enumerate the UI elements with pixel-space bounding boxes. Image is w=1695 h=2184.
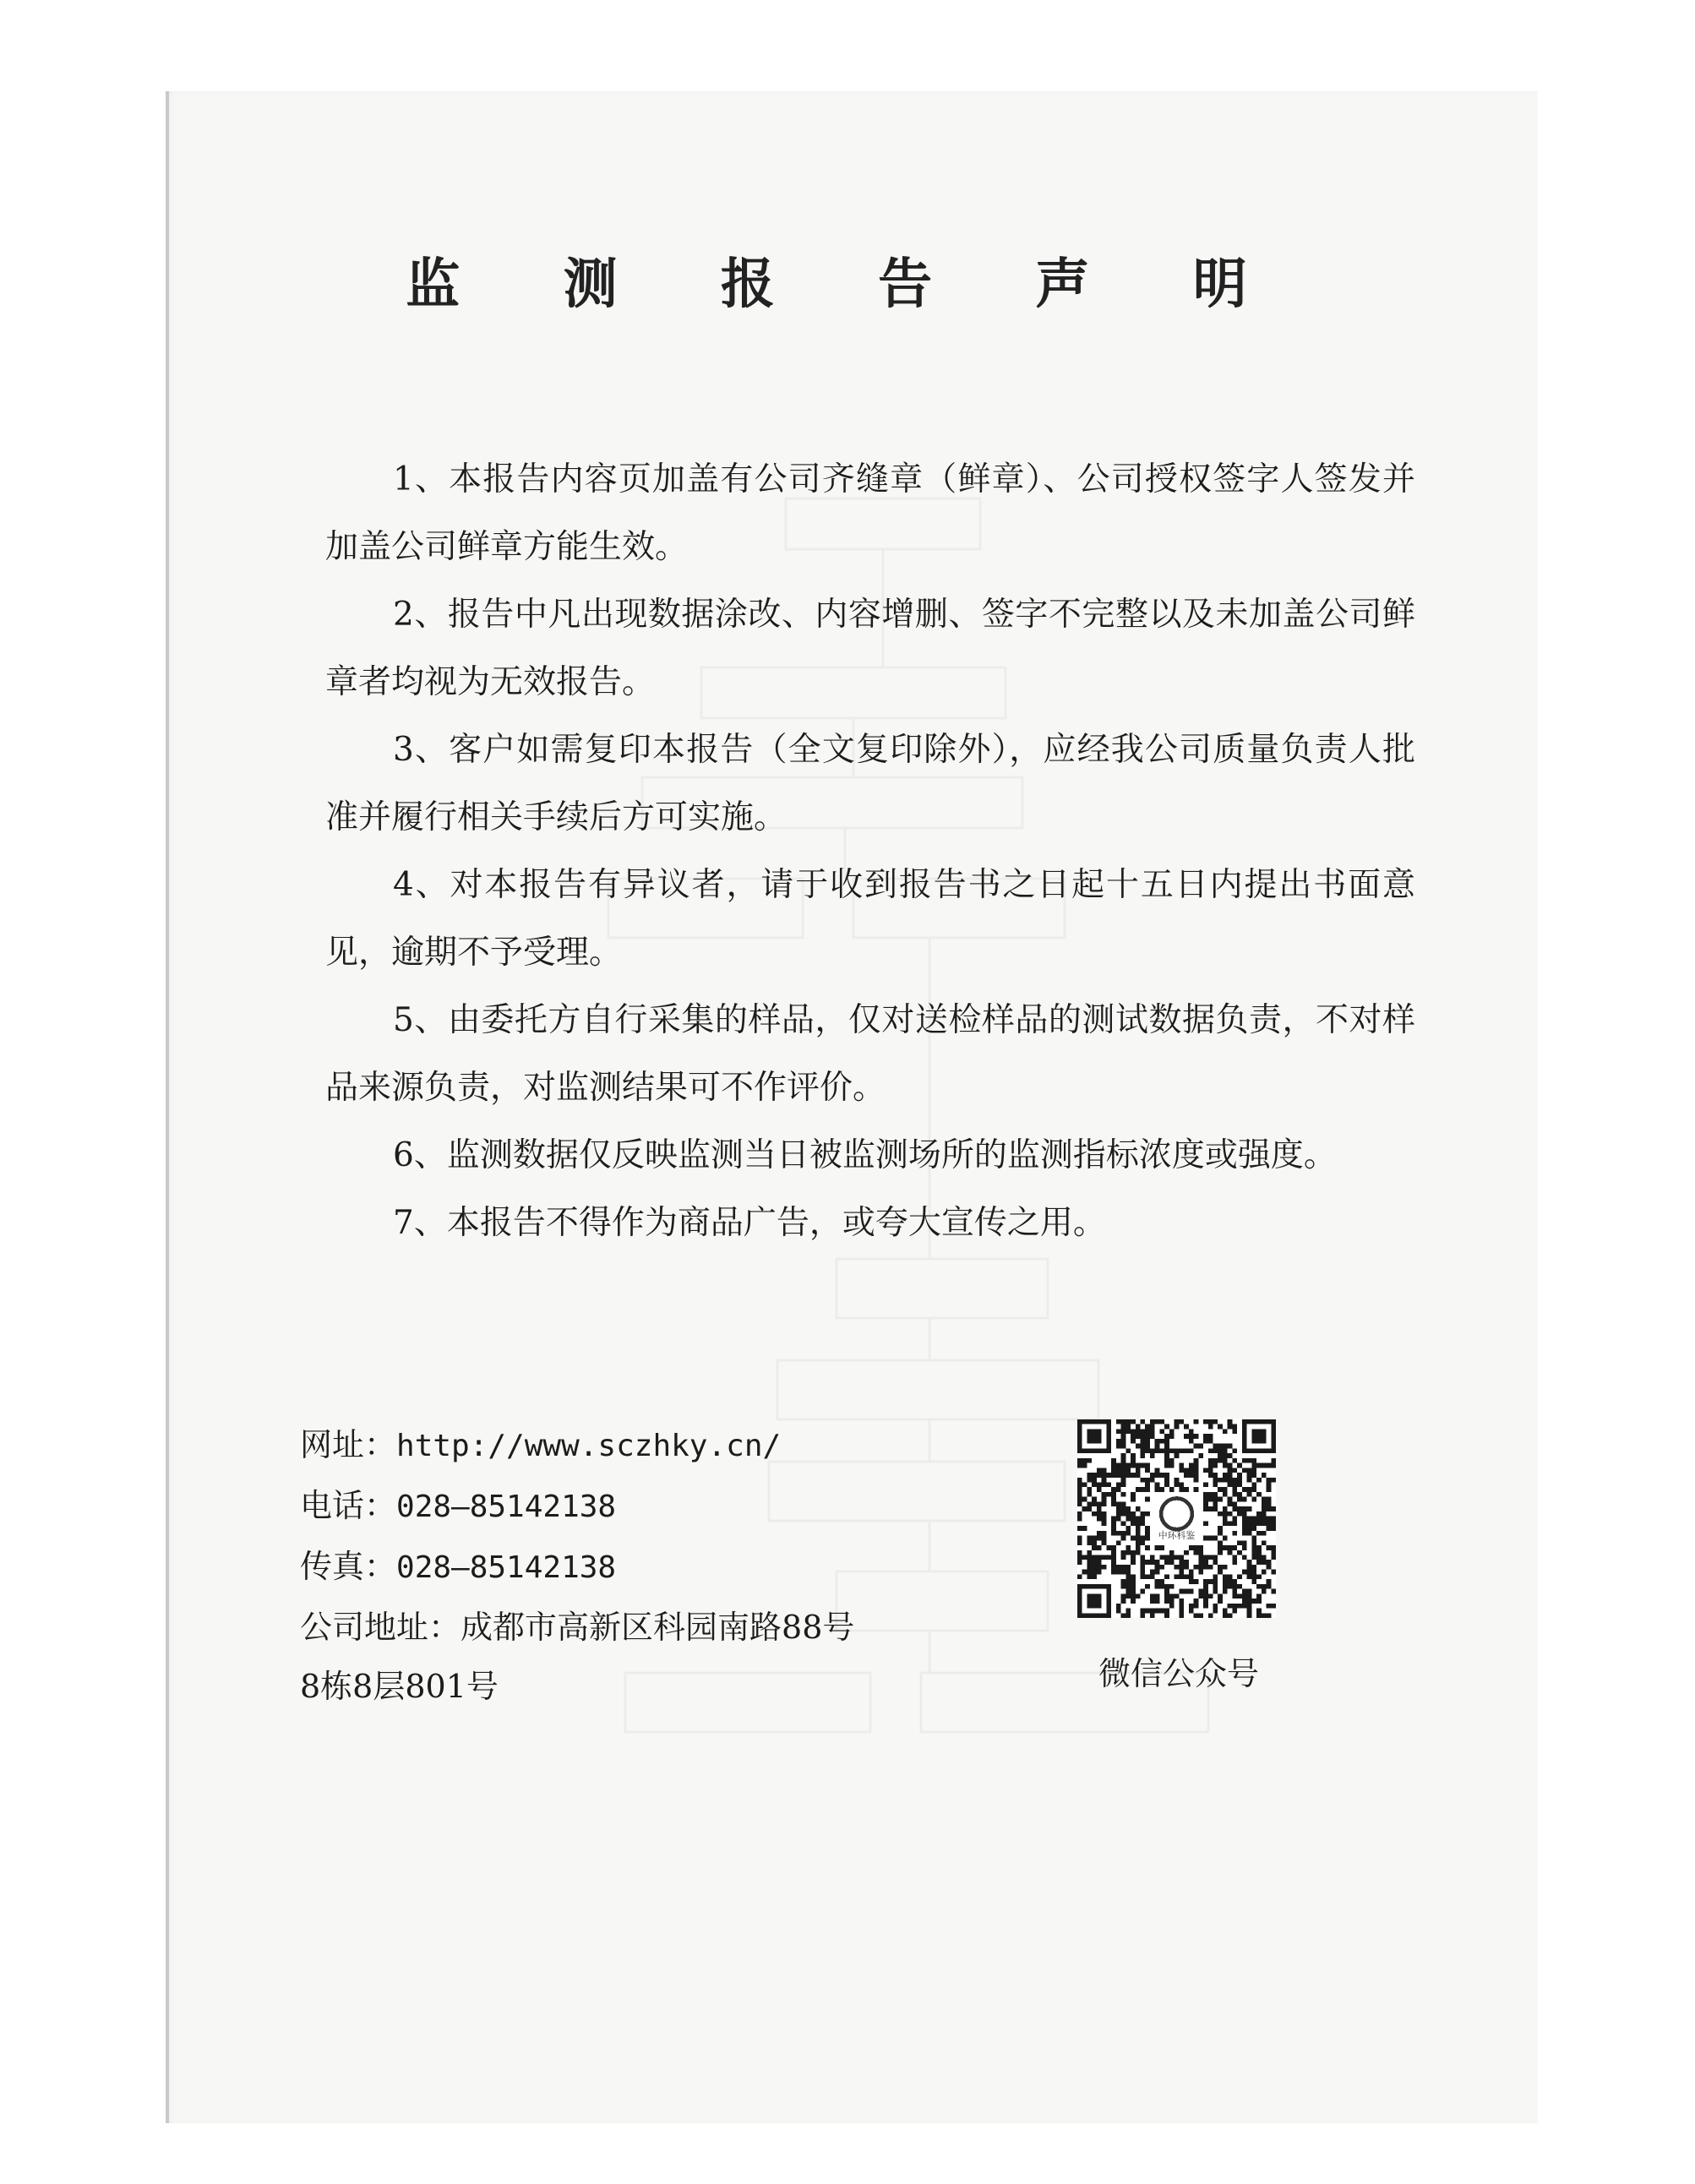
wechat-qr-code [1077,1419,1276,1618]
contact-block [300,1415,993,1716]
address-text: 成都市高新区科园南路88号 [461,1609,855,1646]
website-line [300,1415,993,1476]
website-link: http://www.sczhky.cn/ [396,1429,782,1463]
statement-item: 4、对本报告有异议者，请于收到报告书之日起十五日内提出书面意见，逾期不予受理。 [325,866,1415,972]
address-label: 公司地址： [300,1609,461,1646]
phone-label: 电话： [300,1487,397,1524]
statement-item: 3、客户如需复印本报告（全文复印除外），应经我公司质量负责人批准并履行相关手续后方可实施。 [325,731,1415,836]
website-label: 网址： [300,1426,397,1463]
address-text-2: 8栋8层801号 [300,1668,499,1705]
statement-item: 6、监测数据仅反映监测当日被监测场所的监测指标浓度或强度。 [393,1136,1337,1174]
statement-item: 1、本报告内容页加盖有公司齐缝章（鲜章）、公司授权签字人签发并加盖公司鲜章方能生效。 [325,460,1415,566]
address-line-2 [300,1657,993,1716]
statement-item: 2、报告中凡出现数据涂改、内容增删、签字不完整以及未加盖公司鲜章者均视为无效报告。 [325,596,1415,701]
fax-label: 传真： [300,1548,397,1585]
statement-list [325,446,1415,1257]
phone-line [300,1476,993,1537]
sheet-left-edge [166,91,169,2123]
qr-finder-pattern [1251,1429,1266,1443]
fax-number: 028—85142138 [396,1550,617,1585]
document-title: 监 测 报 告 声 明 [406,253,1289,316]
statement-item: 5、由委托方自行采集的样品，仅对送检样品的测试数据负责，不对样品来源负责，对监测结果可不作评价。 [325,1001,1415,1107]
statement-item: 7、本报告不得作为商品广告，或夸大宣传之用。 [393,1204,1106,1242]
phone-number: 028—85142138 [396,1490,617,1524]
qr-finder-pattern [1087,1593,1101,1608]
qr-finder-pattern [1087,1429,1101,1443]
qr-caption: 微信公众号 [1098,1655,1259,1692]
fax-line [300,1537,993,1598]
company-logo-text: 中环科鉴 [1158,1530,1196,1541]
address-line [300,1598,993,1657]
